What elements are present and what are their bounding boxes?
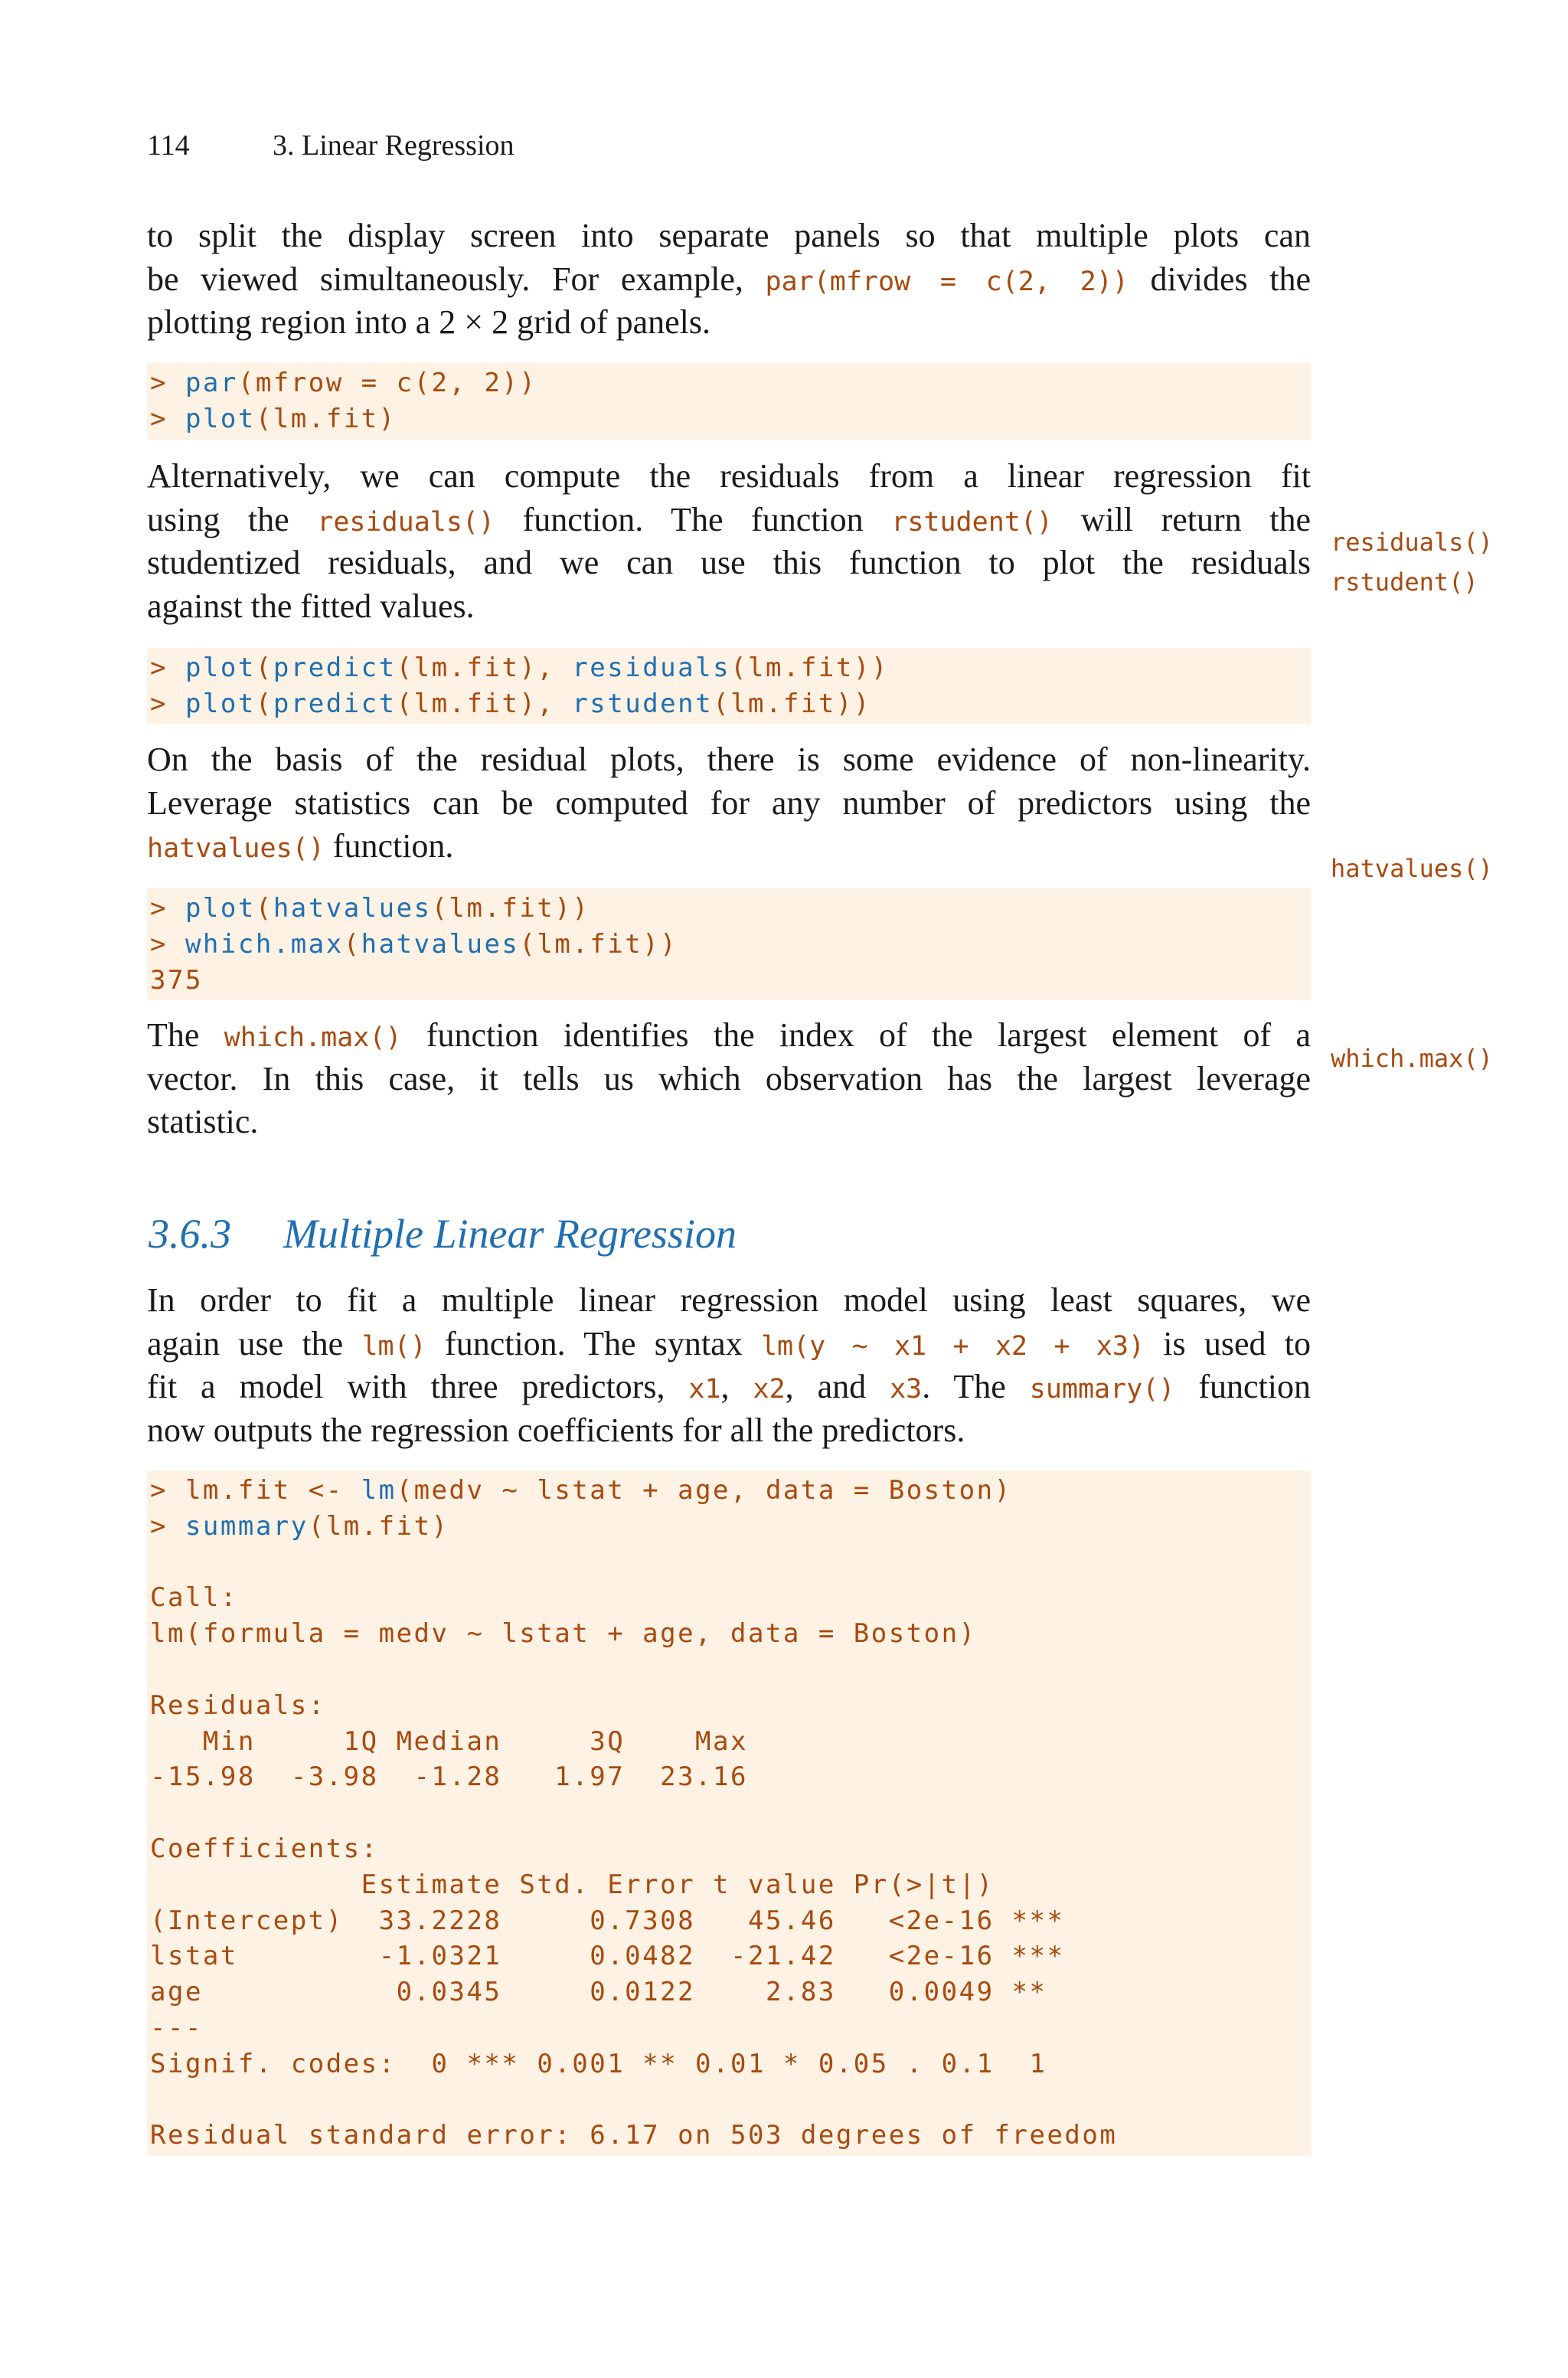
code-text: (lm.fit)) <box>730 653 889 683</box>
code-text: > <box>150 688 185 719</box>
paragraph-1 <box>147 214 1311 345</box>
text-line <box>147 1101 1311 1144</box>
text-run: function. The function <box>495 500 892 538</box>
code-line <box>150 1795 1308 1831</box>
code-text: (lm.fit)) <box>713 688 871 719</box>
code-line <box>150 891 1308 927</box>
code-text: lm(formula = medv ∼ lstat + age, data = Boston) <box>150 1618 977 1650</box>
inline-code: residuals() <box>317 506 495 538</box>
code-function: plot <box>185 688 256 719</box>
margin-note-residuals: residuals() <box>1331 528 1493 557</box>
code-function: summary <box>185 1510 309 1542</box>
code-function: hatvalues <box>273 893 432 924</box>
code-function: hatvalues <box>361 928 520 960</box>
text-line <box>147 258 1311 302</box>
inline-code: which.max() <box>224 1022 402 1053</box>
text-line <box>147 541 1311 585</box>
code-block-hatvalues <box>147 888 1311 1000</box>
inline-code: x3 <box>890 1374 923 1405</box>
code-text: (lm.fit), <box>396 653 573 683</box>
code-text: Signif. codes: 0 *** 0.001 ** 0.01 * 0.05 . 0.1 1 <box>150 2048 1047 2079</box>
code-function: which.max <box>185 928 344 960</box>
code-text: Min 1Q Median 3Q Max <box>150 1725 748 1757</box>
text-run: In order to fit a multiple linear regression model using least squares, we <box>147 1281 1311 1319</box>
code-line <box>150 927 1308 963</box>
text-run: divides the <box>1128 260 1312 298</box>
text-line <box>147 214 1311 258</box>
inline-code: hatvalues() <box>147 833 325 865</box>
code-text: (Intercept) 33.2228 0.7308 45.46 <2e-16 *** <box>150 1905 1065 1936</box>
paragraph-2 <box>147 455 1311 628</box>
code-function: rstudent <box>572 688 714 719</box>
code-text: 375 <box>150 964 203 996</box>
text-run: be viewed simultaneously. For example, <box>147 260 766 298</box>
code-line <box>150 2118 1308 2154</box>
code-line <box>150 1867 1308 1903</box>
code-text: > <box>150 368 185 398</box>
text-run: On the basis of the residual plots, there is some evidence of non-linearity. <box>147 741 1311 778</box>
text-run: , and <box>785 1368 890 1406</box>
code-function: plot <box>185 403 256 434</box>
code-text: (medv ∼ lstat + age, data = Boston) <box>396 1475 1012 1506</box>
code-text: lstat -1.0321 0.0482 -21.42 <2e-16 *** <box>150 1941 1065 1972</box>
code-text: > <box>150 928 185 960</box>
text-run: using the <box>147 500 318 538</box>
code-text: > lm.fit <- <box>150 1475 361 1506</box>
text-run: Leverage statistics can be computed for any number of predictors using the <box>147 783 1311 822</box>
text-line <box>147 1366 1311 1409</box>
text-run: function. <box>324 827 454 865</box>
code-text: (lm.fit), <box>396 688 573 719</box>
text-line <box>147 1409 1311 1453</box>
text-run: against the fitted values. <box>147 587 475 625</box>
code-text: > <box>150 1510 185 1542</box>
text-line <box>147 1058 1311 1101</box>
code-text: age 0.0345 0.0122 2.83 0.0049 ** <box>150 1977 1047 2008</box>
margin-note-hatvalues: hatvalues() <box>1331 854 1493 883</box>
code-function: lm <box>361 1475 397 1506</box>
inline-code: lm() <box>361 1330 426 1362</box>
code-text: Estimate Std. Error t value Pr(>|t|) <box>150 1869 995 1900</box>
text-run: to split the display screen into separate panels so that multiple plots can <box>147 217 1311 254</box>
code-text: ( <box>255 688 273 719</box>
code-text: --- <box>150 2012 203 2043</box>
text-run: again use the <box>147 1324 362 1362</box>
code-function: plot <box>185 653 256 683</box>
text-run: plotting region into a 2 × 2 grid of panels. <box>147 303 711 342</box>
text-run: vector. In this case, it tells us which observation has the largest leverage <box>147 1059 1311 1097</box>
code-text: -15.98 -3.98 -1.28 1.97 23.16 <box>150 1761 748 1793</box>
text-run: fit a model with three predictors, <box>147 1368 689 1406</box>
paragraph-5 <box>147 1279 1311 1452</box>
paragraph-4 <box>147 1014 1311 1144</box>
code-text: > <box>150 653 185 683</box>
section-number: 3.6.3 <box>149 1211 231 1257</box>
code-text: Call: <box>150 1582 238 1614</box>
text-line <box>147 455 1311 499</box>
code-line <box>150 1724 1308 1760</box>
text-line <box>147 1323 1311 1366</box>
code-function: plot <box>185 893 256 924</box>
page-header <box>147 127 514 164</box>
code-text: Coefficients: <box>150 1833 379 1864</box>
inline-code: x2 <box>753 1374 786 1405</box>
chapter-title: 3. Linear Regression <box>273 129 514 162</box>
code-text: ( <box>255 653 273 683</box>
code-function: predict <box>273 688 397 719</box>
code-line <box>150 1688 1308 1724</box>
code-line <box>150 2082 1308 2118</box>
text-run: function identifies the index of the largest element of a <box>401 1016 1311 1054</box>
code-text: Residuals: <box>150 1689 326 1721</box>
paragraph-3 <box>147 738 1311 868</box>
text-run: will return the <box>1052 500 1311 538</box>
text-line <box>147 782 1311 826</box>
inline-code: summary() <box>1029 1374 1175 1405</box>
code-text: (lm.fit) <box>255 403 397 434</box>
text-run: function. The syntax <box>426 1324 761 1362</box>
text-run: function <box>1174 1368 1311 1406</box>
text-line <box>147 499 1311 542</box>
text-line <box>147 738 1311 782</box>
code-line <box>150 1903 1308 1939</box>
text-run: Alternatively, we can compute the residuals from a linear regression fit <box>147 457 1311 495</box>
code-function: par <box>185 368 238 398</box>
inline-code: rstudent() <box>891 506 1053 538</box>
inline-code: lm(y ∼ x1 + x2 + x3) <box>760 1330 1145 1362</box>
text-run: statistic. <box>147 1103 259 1141</box>
text-run: , <box>720 1368 753 1406</box>
code-line <box>150 1759 1308 1795</box>
code-line <box>150 963 1308 999</box>
code-text: > <box>150 893 185 924</box>
text-run: studentized residuals, and we can use this function to plot the residuals <box>147 544 1311 582</box>
text-line <box>147 585 1311 629</box>
margin-note-rstudent: rstudent() <box>1331 568 1478 597</box>
code-line <box>150 365 1308 401</box>
code-line <box>150 1616 1308 1652</box>
text-run: is used to <box>1144 1324 1311 1362</box>
section-heading <box>149 1210 737 1258</box>
page-number: 114 <box>147 129 190 162</box>
margin-note-which-max: which.max() <box>1331 1044 1493 1073</box>
code-line <box>150 1545 1308 1581</box>
code-function: predict <box>273 653 397 683</box>
code-block-par <box>147 363 1311 440</box>
code-line <box>150 1831 1308 1867</box>
code-line <box>150 1652 1308 1688</box>
inline-code: par(mfrow = c(2, 2)) <box>765 266 1129 297</box>
text-run: The <box>147 1016 224 1054</box>
code-text: (lm.fit)) <box>519 928 678 960</box>
text-line <box>147 825 1311 868</box>
code-text: > <box>150 403 185 434</box>
code-text: (lm.fit) <box>308 1510 449 1542</box>
code-function: residuals <box>572 653 731 683</box>
section-title-text: Multiple Linear Regression <box>283 1211 737 1257</box>
code-line <box>150 1509 1308 1545</box>
code-text: (lm.fit)) <box>431 893 590 924</box>
code-text: ( <box>255 893 273 924</box>
text-line <box>147 301 1311 345</box>
code-line <box>150 1938 1308 1974</box>
code-block-multiple-regression <box>147 1470 1311 2156</box>
code-line <box>150 686 1308 722</box>
text-run: . The <box>922 1368 1030 1406</box>
text-line <box>147 1014 1311 1058</box>
code-line <box>150 1580 1308 1616</box>
code-line <box>150 2010 1308 2046</box>
code-line <box>150 2046 1308 2082</box>
code-block-residual-plots <box>147 648 1311 725</box>
text-run: now outputs the regression coefficients for all the predictors. <box>147 1411 965 1449</box>
text-line <box>147 1279 1311 1323</box>
inline-code: x1 <box>688 1374 721 1405</box>
code-line <box>150 1473 1308 1509</box>
code-line <box>150 650 1308 686</box>
code-line <box>150 401 1308 437</box>
code-text: Residual standard error: 6.17 on 503 degrees of freedom <box>150 2120 1118 2151</box>
code-line <box>150 1974 1308 2010</box>
code-text: (mfrow = c(2, 2)) <box>237 368 537 398</box>
code-text: ( <box>343 928 361 960</box>
